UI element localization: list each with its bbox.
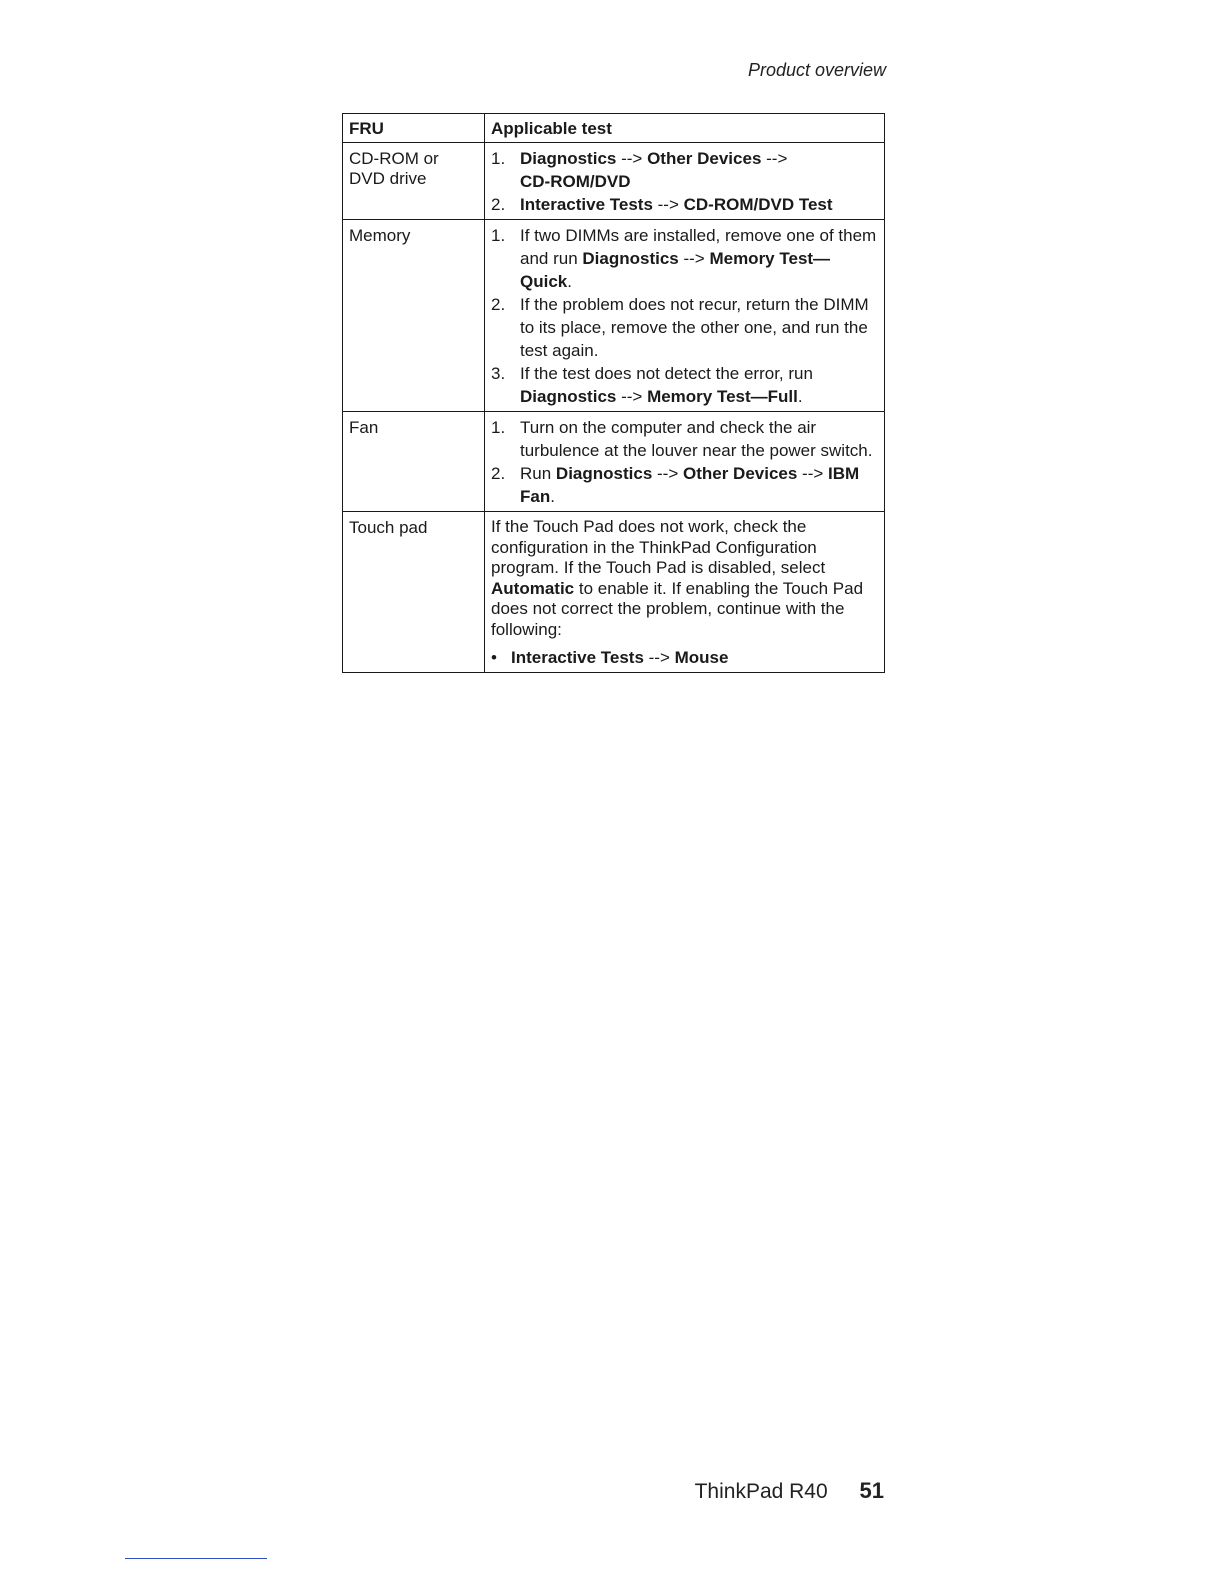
table-row-memory: [343, 220, 885, 412]
list-item: 2. Interactive Tests --> CD-ROM/DVD Test: [491, 195, 833, 214]
test-cell-fan: [485, 412, 885, 512]
table-row-fan: [343, 412, 885, 512]
list-item: 1. Turn on the computer and check the air turbulence at the louver near the power switch.: [491, 418, 873, 460]
table-row-cdrom: [343, 143, 885, 220]
page-number: 51: [859, 1478, 884, 1503]
footer-rule: [125, 1558, 267, 1559]
list-item: 3. If the test does not detect the error, run Diagnostics --> Memory Test—Full.: [491, 364, 813, 406]
header-applicable-test: Applicable test: [485, 114, 885, 143]
test-cell-memory: [485, 220, 885, 412]
fru-cell-cdrom: [343, 143, 485, 220]
test-cell-cdrom: [485, 143, 885, 220]
fru-cell-fan: Fan: [343, 412, 485, 512]
list-item: 2. If the problem does not recur, return the DIMM to its place, remove the other one, and run the test again.: [491, 295, 869, 360]
test-cell-touchpad: [485, 512, 885, 673]
table-row-touchpad: [343, 512, 885, 673]
fru-cell-memory: Memory: [343, 220, 485, 412]
fru-cell-touchpad: Touch pad: [343, 512, 485, 673]
list-item: 1. If two DIMMs are installed, remove one of them and run Diagnostics --> Memory Test—Quick.: [491, 226, 877, 291]
page-footer: [695, 1478, 884, 1504]
fru-test-table: [342, 113, 885, 673]
list-item: • Interactive Tests --> Mouse: [491, 648, 729, 667]
fru-cdrom-line1: CD-ROM or: [349, 149, 439, 168]
fru-cdrom-line2: DVD drive: [349, 169, 427, 188]
header-fru: FRU: [343, 114, 485, 143]
table-header-row: [343, 114, 885, 143]
running-head: Product overview: [747, 60, 886, 80]
touchpad-paragraph: If the Touch Pad does not work, check the configuration in the ThinkPad Configuration program. If the Touch Pad is disabled, select Automatic to enable it. If enabling the Touch Pad does not correct the problem, continue with the following:: [491, 517, 864, 639]
list-item: 2. Run Diagnostics --> Other Devices --> IBM Fan.: [491, 464, 860, 506]
footer-product-name: ThinkPad R40: [694, 1480, 828, 1503]
list-item: 1. Diagnostics --> Other Devices --> CD-ROM/DVD: [491, 149, 788, 191]
bullet-dot: •: [491, 648, 497, 667]
